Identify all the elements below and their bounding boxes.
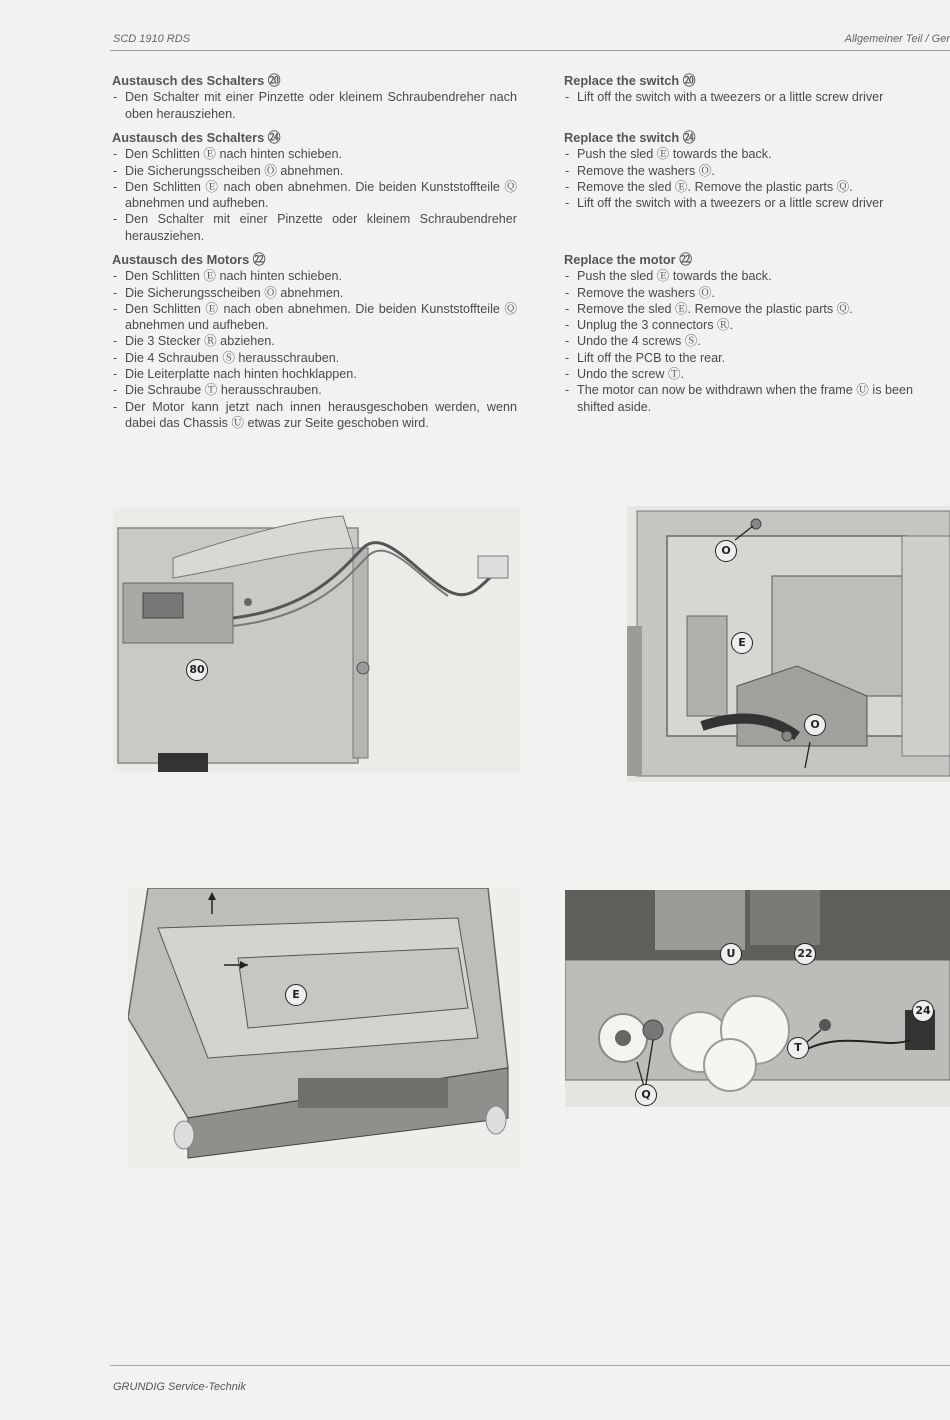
de-step: - Der Motor kann jetzt nach innen herausgeschoben werden, wenn dabei das Chassis Ⓤ etwas zur Seite geschoben wird. — [112, 399, 517, 432]
photo-motor-gears-drawing — [565, 890, 950, 1107]
en-section-switch-80 — [564, 73, 950, 106]
en-section-motor-22 — [564, 252, 950, 415]
callout-E: E — [285, 984, 307, 1006]
de-step: - Die Sicherungsscheiben Ⓞ abnehmen. — [112, 285, 517, 301]
callout-O-bottom: O — [804, 714, 826, 736]
en-section-switch-24 — [564, 130, 950, 211]
de-section-title: Austausch des Schalters ⑳ — [112, 73, 281, 88]
en-step: - Lift off the PCB to the rear. — [564, 350, 950, 366]
en-step: - Remove the sled Ⓔ. Remove the plastic parts Ⓠ. — [564, 179, 950, 195]
en-step: - Remove the washers Ⓞ. — [564, 163, 950, 179]
en-step: - Lift off the switch with a tweezers or a little screw driver — [564, 89, 950, 105]
de-step: - Die Schraube Ⓣ herausschrauben. — [112, 382, 517, 398]
en-section-title: Replace the switch ⑳ — [564, 73, 696, 88]
de-section-title: Austausch des Motors ㉒ — [112, 252, 266, 267]
callout-22: 22 — [794, 943, 816, 965]
photo-sled-washers — [627, 506, 950, 782]
de-step: - Den Schlitten Ⓔ nach oben abnehmen. Die beiden Kunststoffteile Ⓠ abnehmen und aufheben. — [112, 179, 517, 212]
en-step: - Unplug the 3 connectors Ⓡ. — [564, 317, 950, 333]
header-rule — [110, 50, 950, 51]
en-step: - The motor can now be withdrawn when the frame Ⓤ is been shifted aside. — [564, 382, 950, 415]
en-section-title: Replace the motor ㉒ — [564, 252, 692, 267]
de-step: - Den Schlitten Ⓔ nach hinten schieben. — [112, 146, 517, 162]
callout-24: 24 — [912, 1000, 934, 1022]
de-step: - Den Schlitten Ⓔ nach oben abnehmen. Die beiden Kunststoffteile Ⓠ abnehmen und aufheben. — [112, 301, 517, 334]
de-step: - Die 3 Stecker Ⓡ abziehen. — [112, 333, 517, 349]
en-step: - Push the sled Ⓔ towards the back. — [564, 146, 950, 162]
de-step: - Die Leiterplatte nach hinten hochklappen. — [112, 366, 517, 382]
photo-sled-iso — [128, 888, 520, 1168]
callout-80: 80 — [186, 659, 208, 681]
en-step: - Remove the sled Ⓔ. Remove the plastic parts Ⓠ. — [564, 301, 950, 317]
de-section-title: Austausch des Schalters ㉔ — [112, 130, 281, 145]
header-section: Allgemeiner Teil / Ger — [844, 33, 950, 45]
photo-sled-washers-drawing — [627, 506, 950, 782]
en-step: - Push the sled Ⓔ towards the back. — [564, 268, 950, 284]
de-step: - Den Schalter mit einer Pinzette oder kleinem Schraubendreher nach oben herausziehen. — [112, 89, 517, 122]
callout-T: T — [787, 1037, 809, 1059]
en-step: - Undo the 4 screws Ⓢ. — [564, 333, 950, 349]
footer-rule — [110, 1365, 950, 1366]
english-column — [564, 73, 950, 418]
callout-O-top: O — [715, 540, 737, 562]
en-section-title: Replace the switch ㉔ — [564, 130, 696, 145]
photo-switch-80-drawing — [113, 508, 520, 772]
de-step: - Die Sicherungsscheiben Ⓞ abnehmen. — [112, 163, 517, 179]
de-section-motor-22 — [112, 252, 517, 431]
header-model: SCD 1910 RDS — [113, 33, 191, 45]
de-step: - Die 4 Schrauben Ⓢ herausschrauben. — [112, 350, 517, 366]
photo-sled-iso-drawing — [128, 888, 520, 1168]
callout-Q: Q — [635, 1084, 657, 1106]
footer-brand: GRUNDIG Service-Technik — [113, 1381, 246, 1393]
photo-motor-gears — [565, 890, 950, 1107]
de-section-switch-80 — [112, 73, 517, 122]
de-step: - Den Schalter mit einer Pinzette oder kleinem Schraubendreher herausziehen. — [112, 211, 517, 244]
de-section-switch-24 — [112, 130, 517, 244]
callout-U: U — [720, 943, 742, 965]
photo-switch-80 — [113, 508, 520, 772]
en-step: - Undo the screw Ⓣ. — [564, 366, 950, 382]
de-step: - Den Schlitten Ⓔ nach hinten schieben. — [112, 268, 517, 284]
en-step: - Lift off the switch with a tweezers or a little screw driver — [564, 195, 950, 211]
en-step: - Remove the washers Ⓞ. — [564, 285, 950, 301]
callout-E: E — [731, 632, 753, 654]
